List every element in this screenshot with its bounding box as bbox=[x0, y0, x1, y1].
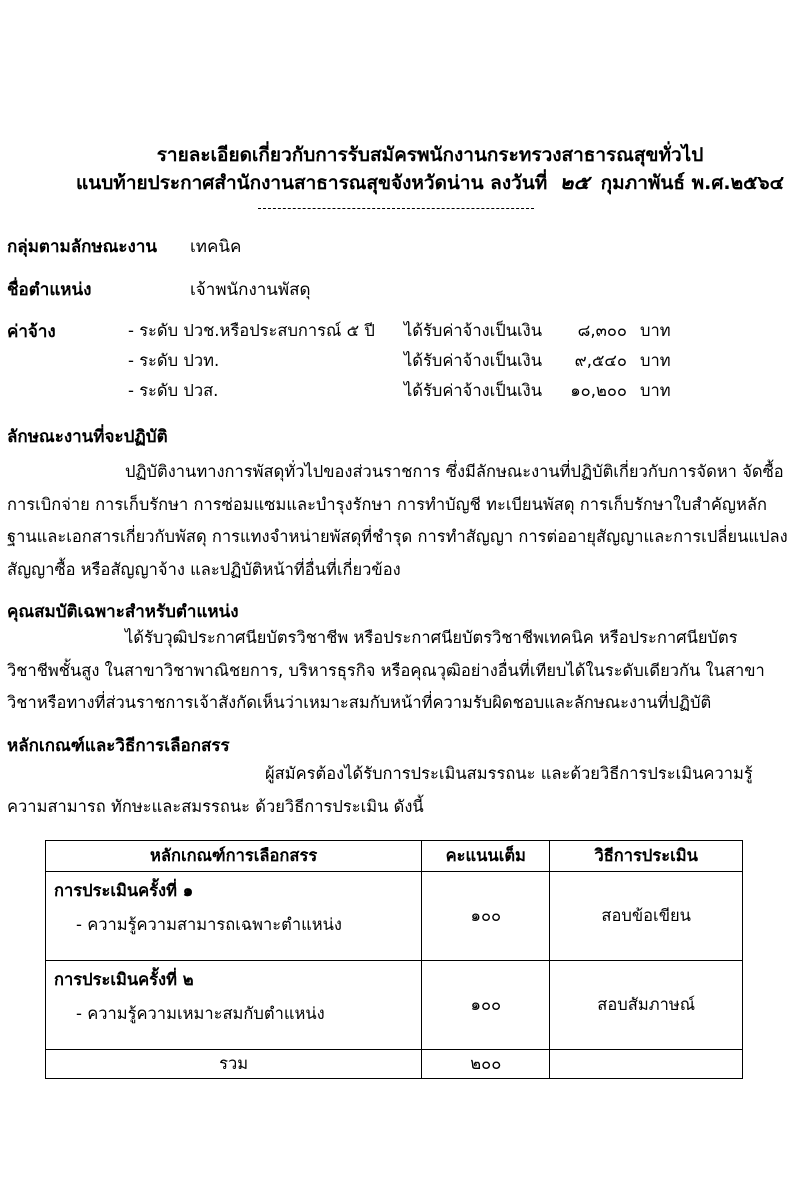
position-value: เจ้าพนักงานพัสดุ bbox=[190, 280, 311, 300]
table-row bbox=[46, 872, 743, 961]
round-cell bbox=[46, 872, 422, 961]
round-title: การประเมินครั้งที่ ๑ bbox=[54, 881, 194, 900]
wage-unit: บาท bbox=[640, 351, 671, 370]
selection-criteria-table bbox=[45, 840, 743, 1079]
criteria-heading: หลักเกณฑ์และวิธีการเลือกสรร bbox=[7, 736, 230, 756]
header-full-score: คะแนนเต็ม bbox=[422, 841, 550, 872]
table-total-row bbox=[46, 1050, 743, 1079]
round-title: การประเมินครั้งที่ ๒ bbox=[54, 970, 194, 989]
qualifications-paragraph bbox=[7, 622, 789, 720]
table-row bbox=[46, 961, 743, 1050]
title-divider bbox=[258, 208, 534, 209]
duties-heading: ลักษณะงานที่จะปฏิบัติ bbox=[7, 427, 168, 447]
round-cell bbox=[46, 961, 422, 1050]
wage-level: - ระดับ ปวช.หรือประสบการณ์ ๕ ปี bbox=[128, 321, 375, 340]
group-value: เทคนิค bbox=[190, 237, 242, 257]
wage-label: ค่าจ้าง bbox=[7, 322, 56, 342]
qualifications-text: ได้รับวุฒิประกาศนียบัตรวิชาชีพ หรือประกาศนียบัตรวิชาชีพเทคนิค หรือประกาศนียบัตรวิชาชีพชั้นสูง ในสาขาวิชาพาณิชยการ, บริหารธุรกิจ หรือคุณวุฒิอย่างอื่นที่เทียบได้ในระดับเดียวกัน ในสาขาวิชาหรือทางที่ส่วนราชการเจ้าสังกัดเห็นว่าเหมาะสมกับหน้าที่ความรับผิดชอบและลักษณะงานที่ปฏิบัติ bbox=[7, 628, 765, 712]
wage-unit: บาท bbox=[640, 381, 671, 400]
handwritten-day: ๒๕ bbox=[559, 172, 589, 194]
total-score: ๒๐๐ bbox=[422, 1050, 550, 1079]
document-subtitle bbox=[30, 168, 800, 198]
wage-amount: ๑๐,๒๐๐ bbox=[570, 381, 627, 400]
qualifications-heading: คุณสมบัติเฉพาะสำหรับตำแหน่ง bbox=[7, 602, 239, 622]
total-empty-cell bbox=[550, 1050, 743, 1079]
position-label: ชื่อตำแหน่ง bbox=[7, 280, 92, 300]
wage-prefix: ได้รับค่าจ้างเป็นเงิน bbox=[404, 381, 543, 400]
wage-amount: ๘,๓๐๐ bbox=[577, 321, 627, 340]
duties-text: ปฏิบัติงานทางการพัสดุทั่วไปของส่วนราชการ ซึ่งมีลักษณะงานที่ปฏิบัติเกี่ยวกับการจัดหา จัดซื้อ การเบิกจ่าย การเก็บรักษา การซ่อมแซมและบำรุงรักษา การทำบัญชี ทะเบียนพัสดุ การเก็บรักษาใบสำคัญหลักฐานและเอกสารเกี่ยวกับพัสดุ การแทงจำหน่ายพัสดุที่ชำรุด การทำสัญญา การต่ออายุสัญญาและการเปลี่ยนแปลงสัญญาซื้อ หรือสัญญาจ้าง และปฏิบัติหน้าที่อื่นที่เกี่ยวข้อง bbox=[7, 462, 788, 579]
header-criteria: หลักเกณฑ์การเลือกสรร bbox=[46, 841, 422, 872]
wage-level: - ระดับ ปวท. bbox=[128, 351, 220, 370]
wage-prefix: ได้รับค่าจ้างเป็นเงิน bbox=[404, 351, 543, 370]
round-item: - ความรู้ความเหมาะสมกับตำแหน่ง bbox=[76, 1004, 325, 1023]
criteria-paragraph bbox=[7, 758, 789, 823]
round-method: สอบข้อเขียน bbox=[550, 872, 743, 961]
subtitle-prefix: แนบท้ายประกาศสำนักงานสาธารณสุขจังหวัดน่าน ลงวันที่ bbox=[76, 172, 548, 194]
wage-unit: บาท bbox=[640, 321, 671, 340]
wage-amount: ๙,๕๔๐ bbox=[574, 351, 627, 370]
criteria-text: ผู้สมัครต้องได้รับการประเมินสมรรถนะ และด้วยวิธีการประเมินความรู้ความสามารถ ทักษะและสมรรถนะ ด้วยวิธีการประเมิน ดังนี้ bbox=[7, 764, 753, 816]
subtitle-suffix: กุมภาพันธ์ พ.ศ.๒๕๖๔ bbox=[600, 172, 784, 194]
duties-paragraph bbox=[7, 456, 789, 586]
group-label: กลุ่มตามลักษณะงาน bbox=[7, 237, 157, 257]
round-score: ๑๐๐ bbox=[422, 961, 550, 1050]
round-score: ๑๐๐ bbox=[422, 872, 550, 961]
header-method: วิธีการประเมิน bbox=[550, 841, 743, 872]
table-header-row bbox=[46, 841, 743, 872]
document-title: รายละเอียดเกี่ยวกับการรับสมัครพนักงานกระทรวงสาธารณสุขทั่วไป bbox=[156, 144, 704, 166]
round-method: สอบสัมภาษณ์ bbox=[550, 961, 743, 1050]
total-label: รวม bbox=[46, 1050, 422, 1079]
wage-prefix: ได้รับค่าจ้างเป็นเงิน bbox=[404, 321, 543, 340]
round-item: - ความรู้ความสามารถเฉพาะตำแหน่ง bbox=[76, 915, 342, 934]
wage-level: - ระดับ ปวส. bbox=[128, 381, 219, 400]
